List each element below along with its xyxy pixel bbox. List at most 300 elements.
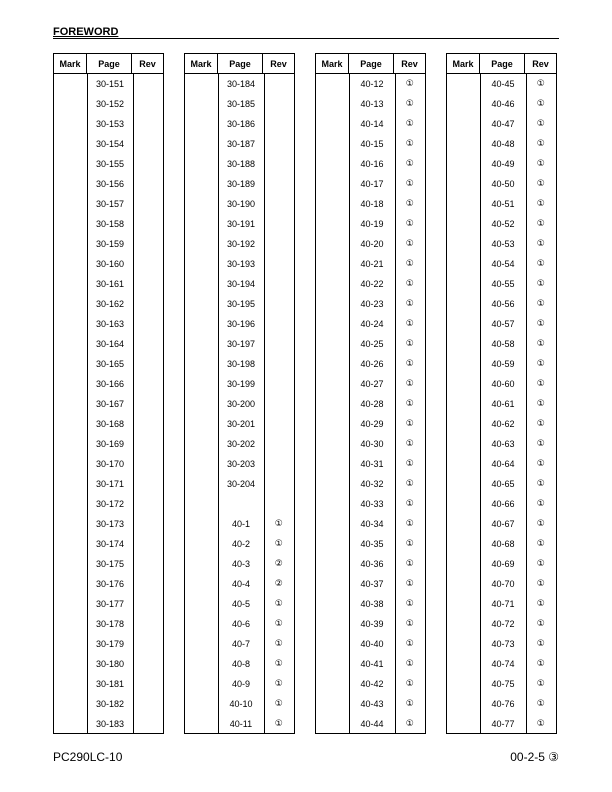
- page-cell: 40-32: [360, 479, 384, 489]
- mark-cell: [54, 434, 87, 454]
- mark-cell: [185, 454, 218, 474]
- rev-cell: [133, 554, 163, 574]
- mark-cell: [316, 694, 349, 714]
- page-cell: 30-155: [95, 159, 124, 169]
- table-row: [447, 74, 556, 94]
- table-row: [185, 494, 294, 514]
- table-row: [185, 674, 294, 694]
- page-cell: 40-33: [360, 499, 384, 509]
- page-cell: 30-160: [95, 259, 124, 269]
- page-cell: 30-190: [226, 199, 255, 209]
- mark-cell: [316, 594, 349, 614]
- table-header: [316, 54, 425, 74]
- page-cell: 40-41: [360, 659, 384, 669]
- rev-cell: ①: [405, 659, 414, 669]
- table-row: [316, 674, 425, 694]
- rev-cell: ①: [405, 359, 414, 369]
- page-cell: 40-52: [491, 219, 515, 229]
- table-row: [447, 514, 556, 534]
- table-row: [316, 154, 425, 174]
- mark-cell: [54, 274, 87, 294]
- page-cell: 40-47: [491, 119, 515, 129]
- rev-cell: [264, 194, 294, 214]
- table-row: [54, 214, 163, 234]
- revision-table: [446, 53, 557, 734]
- rev-cell: [133, 214, 163, 234]
- page-cell: 40-25: [360, 339, 384, 349]
- page-cell: 40-6: [231, 619, 250, 629]
- mark-cell: [185, 554, 218, 574]
- rev-cell: [264, 394, 294, 414]
- page-cell: 40-53: [491, 239, 515, 249]
- table-row: [54, 474, 163, 494]
- rev-cell: [133, 334, 163, 354]
- rev-cell: ①: [536, 239, 545, 249]
- table-row: [185, 634, 294, 654]
- table-row: [54, 554, 163, 574]
- table-row: [316, 634, 425, 654]
- table-row: [316, 414, 425, 434]
- rev-cell: ①: [405, 579, 414, 589]
- page-cell: 40-1: [231, 519, 250, 529]
- rev-cell: [264, 354, 294, 374]
- table-row: [447, 574, 556, 594]
- mark-cell: [447, 154, 480, 174]
- table-row: [316, 174, 425, 194]
- page-cell: 30-191: [226, 219, 255, 229]
- table-row: [316, 594, 425, 614]
- page-cell: 40-58: [491, 339, 515, 349]
- rev-cell: [133, 654, 163, 674]
- page-cell: 40-69: [491, 559, 515, 569]
- mark-cell: [316, 614, 349, 634]
- mark-cell: [447, 534, 480, 554]
- mark-cell: [185, 634, 218, 654]
- page-cell: 30-157: [95, 199, 124, 209]
- rev-cell: ①: [536, 99, 545, 109]
- rev-cell: ①: [274, 599, 283, 609]
- page-cell: 40-11: [229, 719, 253, 729]
- page-number: 00-2-5 ③: [510, 750, 559, 764]
- rev-cell: ①: [405, 479, 414, 489]
- mark-cell: [185, 474, 218, 494]
- page-cell: 40-66: [491, 499, 515, 509]
- mark-cell: [447, 454, 480, 474]
- rev-cell: ①: [536, 219, 545, 229]
- column-header-mark: Mark: [54, 54, 87, 73]
- mark-cell: [54, 474, 87, 494]
- table-row: [54, 534, 163, 554]
- table-row: [316, 234, 425, 254]
- mark-cell: [54, 134, 87, 154]
- rev-cell: ①: [536, 539, 545, 549]
- page-cell: 40-55: [491, 279, 515, 289]
- mark-cell: [316, 354, 349, 374]
- rev-cell: [133, 194, 163, 214]
- table-row: [447, 474, 556, 494]
- table-row: [316, 714, 425, 734]
- page-cell: 30-184: [226, 79, 255, 89]
- table-row: [447, 694, 556, 714]
- table-row: [185, 534, 294, 554]
- page-cell: 40-18: [360, 199, 384, 209]
- table-row: [54, 334, 163, 354]
- rev-cell: ①: [405, 699, 414, 709]
- table-row: [316, 654, 425, 674]
- rev-cell: ①: [536, 719, 545, 729]
- table-row: [316, 574, 425, 594]
- page-cell: 40-65: [491, 479, 515, 489]
- mark-cell: [316, 254, 349, 274]
- rev-cell: ①: [274, 679, 283, 689]
- mark-cell: [316, 194, 349, 214]
- page-cell: 40-21: [360, 259, 384, 269]
- rev-cell: ①: [405, 519, 414, 529]
- page-cell: 30-175: [95, 559, 124, 569]
- column-header-page: Page: [349, 54, 394, 73]
- table-row: [316, 74, 425, 94]
- rev-cell: [264, 214, 294, 234]
- page-cell: 30-194: [226, 279, 255, 289]
- rev-cell: [264, 234, 294, 254]
- table-row: [54, 394, 163, 414]
- rev-cell: ①: [536, 439, 545, 449]
- mark-cell: [54, 634, 87, 654]
- column-header-rev: Rev: [401, 58, 418, 69]
- mark-cell: [316, 274, 349, 294]
- title-rule: [53, 38, 559, 39]
- mark-cell: [316, 314, 349, 334]
- mark-cell: [185, 174, 218, 194]
- table-row: [447, 314, 556, 334]
- table-row: [54, 414, 163, 434]
- mark-cell: [316, 634, 349, 654]
- table-row: [185, 414, 294, 434]
- page-cell: 30-177: [95, 599, 124, 609]
- mark-cell: [447, 94, 480, 114]
- mark-cell: [54, 94, 87, 114]
- mark-cell: [54, 554, 87, 574]
- mark-cell: [185, 694, 218, 714]
- page-cell: 30-188: [226, 159, 255, 169]
- page-cell: 30-164: [95, 339, 124, 349]
- table-row: [185, 154, 294, 174]
- rev-cell: ①: [405, 79, 414, 89]
- page-cell: 40-17: [360, 179, 384, 189]
- table-row: [54, 174, 163, 194]
- rev-cell: ①: [536, 659, 545, 669]
- mark-cell: [54, 694, 87, 714]
- rev-cell: [264, 174, 294, 194]
- table-row: [447, 294, 556, 314]
- rev-cell: [133, 694, 163, 714]
- mark-cell: [54, 614, 87, 634]
- mark-cell: [54, 254, 87, 274]
- page-cell: 30-179: [95, 639, 124, 649]
- rev-cell: ①: [536, 619, 545, 629]
- table-row: [185, 574, 294, 594]
- page-cell: 40-26: [360, 359, 384, 369]
- mark-cell: [54, 354, 87, 374]
- rev-cell: ①: [405, 379, 414, 389]
- mark-cell: [185, 574, 218, 594]
- rev-cell: ①: [536, 259, 545, 269]
- page-cell: 30-170: [95, 459, 124, 469]
- mark-cell: [185, 214, 218, 234]
- rev-cell: ①: [405, 459, 414, 469]
- page-cell: 40-44: [360, 719, 384, 729]
- mark-cell: [316, 154, 349, 174]
- mark-cell: [447, 74, 480, 94]
- mark-cell: [54, 154, 87, 174]
- rev-cell: [133, 374, 163, 394]
- rev-cell: ①: [405, 159, 414, 169]
- page-cell: 30-183: [95, 719, 124, 729]
- page-cell: 40-70: [491, 579, 515, 589]
- rev-cell: ①: [405, 419, 414, 429]
- table-row: [316, 294, 425, 314]
- mark-cell: [447, 194, 480, 214]
- table-row: [185, 654, 294, 674]
- page-cell: 40-38: [360, 599, 384, 609]
- rev-cell: [264, 454, 294, 474]
- mark-cell: [54, 494, 87, 514]
- mark-cell: [447, 614, 480, 634]
- page-cell: 40-63: [491, 439, 515, 449]
- table-row: [185, 714, 294, 734]
- rev-cell: ①: [405, 279, 414, 289]
- page-cell: 40-30: [360, 439, 384, 449]
- page-cell: 40-45: [491, 79, 515, 89]
- rev-cell: ①: [405, 679, 414, 689]
- mark-cell: [54, 714, 87, 734]
- table-row: [447, 374, 556, 394]
- page-cell: 40-14: [360, 119, 384, 129]
- table-row: [185, 134, 294, 154]
- page-cell: 30-153: [95, 119, 124, 129]
- table-row: [185, 394, 294, 414]
- table-row: [185, 94, 294, 114]
- rev-cell: [133, 434, 163, 454]
- rev-cell: ①: [536, 339, 545, 349]
- table-row: [447, 554, 556, 574]
- mark-cell: [54, 214, 87, 234]
- rev-cell: [264, 154, 294, 174]
- mark-cell: [447, 354, 480, 374]
- mark-cell: [54, 454, 87, 474]
- rev-cell: ①: [405, 219, 414, 229]
- rev-cell: ①: [536, 599, 545, 609]
- mark-cell: [447, 414, 480, 434]
- page-cell: 40-27: [360, 379, 384, 389]
- page-cell: 40-59: [491, 359, 515, 369]
- mark-cell: [316, 294, 349, 314]
- page-cell: 30-199: [226, 379, 255, 389]
- page-cell: 30-178: [95, 619, 124, 629]
- column-header-page: Page: [87, 54, 132, 73]
- mark-cell: [316, 134, 349, 154]
- page-cell: 30-187: [226, 139, 255, 149]
- page-cell: 40-48: [491, 139, 515, 149]
- column-header-mark: Mark: [316, 54, 349, 73]
- table-row: [447, 214, 556, 234]
- table-row: [54, 634, 163, 654]
- table-row: [316, 274, 425, 294]
- rev-cell: ①: [536, 359, 545, 369]
- rev-cell: ①: [536, 159, 545, 169]
- table-row: [316, 194, 425, 214]
- mark-cell: [316, 74, 349, 94]
- table-row: [447, 614, 556, 634]
- page-cell: 40-16: [360, 159, 384, 169]
- page-cell: 40-5: [231, 599, 250, 609]
- mark-cell: [316, 414, 349, 434]
- mark-cell: [447, 714, 480, 734]
- rev-cell: [133, 394, 163, 414]
- table-row: [185, 694, 294, 714]
- table-row: [447, 394, 556, 414]
- page-title: FOREWORD: [53, 26, 119, 38]
- page-cell: 40-46: [491, 99, 515, 109]
- rev-cell: ①: [405, 119, 414, 129]
- page-cell: 40-42: [360, 679, 384, 689]
- table-row: [54, 654, 163, 674]
- mark-cell: [316, 654, 349, 674]
- page-cell: 30-198: [226, 359, 255, 369]
- table-row: [54, 234, 163, 254]
- mark-cell: [316, 334, 349, 354]
- mark-cell: [447, 294, 480, 314]
- table-row: [185, 454, 294, 474]
- rev-cell: [133, 234, 163, 254]
- page-cell: 40-31: [360, 459, 384, 469]
- rev-cell: ①: [536, 579, 545, 589]
- mark-cell: [316, 554, 349, 574]
- rev-cell: ①: [536, 499, 545, 509]
- mark-cell: [447, 434, 480, 454]
- rev-cell: ①: [536, 519, 545, 529]
- rev-cell: ①: [536, 299, 545, 309]
- mark-cell: [447, 574, 480, 594]
- page-cell: 30-201: [226, 419, 255, 429]
- table-row: [447, 334, 556, 354]
- table-row: [185, 174, 294, 194]
- rev-cell: ①: [274, 619, 283, 629]
- table-row: [447, 674, 556, 694]
- page-cell: 40-68: [491, 539, 515, 549]
- table-row: [316, 434, 425, 454]
- column-header-rev: Rev: [532, 58, 549, 69]
- table-row: [316, 534, 425, 554]
- table-row: [54, 694, 163, 714]
- page-cell: 40-56: [491, 299, 515, 309]
- mark-cell: [316, 394, 349, 414]
- mark-cell: [316, 114, 349, 134]
- rev-cell: [133, 414, 163, 434]
- table-row: [54, 434, 163, 454]
- page-cell: 30-176: [95, 579, 124, 589]
- mark-cell: [54, 114, 87, 134]
- table-row: [54, 714, 163, 734]
- mark-cell: [447, 514, 480, 534]
- table-header: [185, 54, 294, 74]
- rev-cell: ①: [536, 559, 545, 569]
- mark-cell: [316, 434, 349, 454]
- rev-cell: [264, 74, 294, 94]
- mark-cell: [185, 674, 218, 694]
- rev-cell: [133, 714, 163, 734]
- table-row: [447, 114, 556, 134]
- rev-cell: [133, 634, 163, 654]
- rev-cell: ①: [536, 699, 545, 709]
- table-row: [54, 154, 163, 174]
- column-header-page: Page: [218, 54, 263, 73]
- mark-cell: [54, 514, 87, 534]
- page-cell: 30-204: [226, 479, 255, 489]
- rev-cell: [133, 354, 163, 374]
- rev-cell: ①: [274, 719, 283, 729]
- table-row: [447, 234, 556, 254]
- mark-cell: [54, 314, 87, 334]
- page-cell: 40-35: [360, 539, 384, 549]
- table-row: [447, 154, 556, 174]
- mark-cell: [185, 154, 218, 174]
- rev-cell: ①: [274, 699, 283, 709]
- mark-cell: [185, 194, 218, 214]
- rev-cell: ①: [405, 539, 414, 549]
- page-cell: 30-172: [95, 499, 124, 509]
- page-cell: 30-197: [226, 339, 255, 349]
- mark-cell: [54, 294, 87, 314]
- rev-cell: ①: [274, 639, 283, 649]
- mark-cell: [447, 214, 480, 234]
- table-row: [54, 574, 163, 594]
- mark-cell: [185, 274, 218, 294]
- mark-cell: [447, 134, 480, 154]
- mark-cell: [447, 334, 480, 354]
- page-cell: 40-43: [360, 699, 384, 709]
- table-row: [316, 354, 425, 374]
- rev-cell: ①: [405, 559, 414, 569]
- page-cell: 40-19: [360, 219, 384, 229]
- rev-cell: [264, 494, 294, 514]
- rev-cell: ①: [405, 499, 414, 509]
- table-row: [54, 194, 163, 214]
- page-cell: 30-185: [226, 99, 255, 109]
- rev-cell: ①: [536, 279, 545, 289]
- rev-cell: ①: [536, 319, 545, 329]
- mark-cell: [316, 494, 349, 514]
- mark-cell: [185, 654, 218, 674]
- column-header-mark: Mark: [185, 54, 218, 73]
- table-row: [54, 494, 163, 514]
- mark-cell: [185, 394, 218, 414]
- mark-cell: [185, 294, 218, 314]
- mark-cell: [185, 374, 218, 394]
- mark-cell: [447, 274, 480, 294]
- mark-cell: [447, 634, 480, 654]
- rev-cell: [264, 414, 294, 434]
- rev-cell: ①: [405, 319, 414, 329]
- rev-cell: [133, 114, 163, 134]
- table-row: [447, 354, 556, 374]
- rev-cell: [133, 74, 163, 94]
- rev-cell: [133, 174, 163, 194]
- table-row: [316, 474, 425, 494]
- mark-cell: [185, 434, 218, 454]
- rev-cell: ①: [405, 639, 414, 649]
- rev-cell: ①: [405, 259, 414, 269]
